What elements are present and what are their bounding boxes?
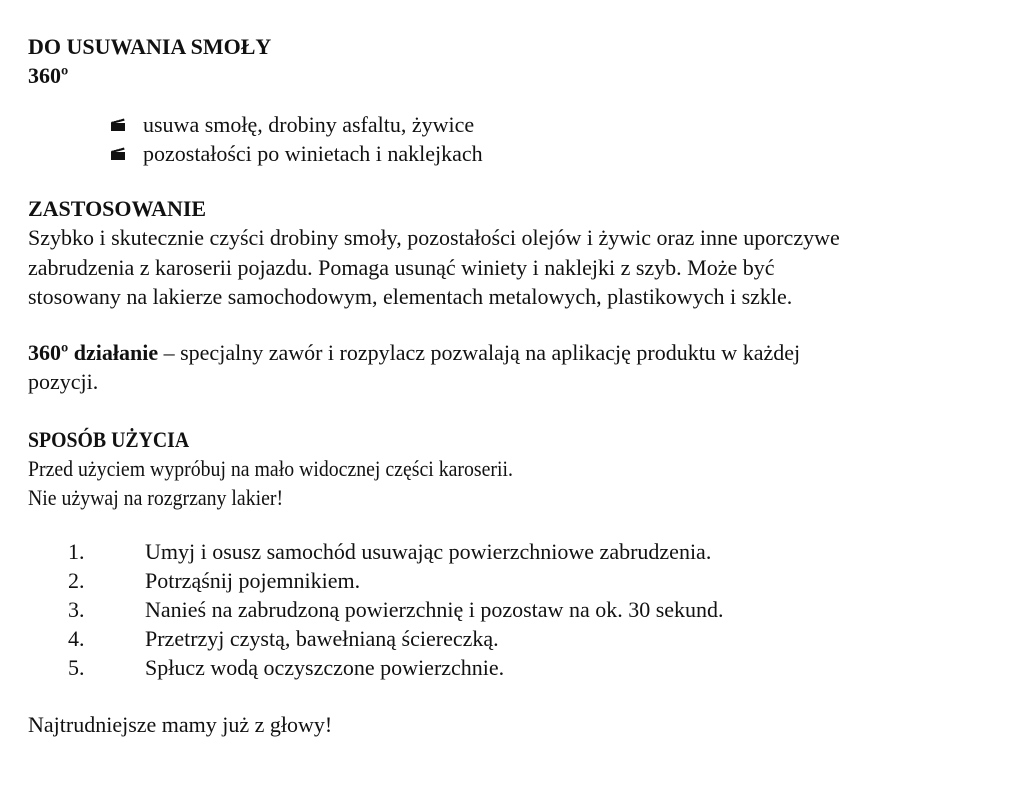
clapperboard-icon (110, 145, 126, 161)
action360-line (28, 338, 998, 368)
feature-text: usuwa smołę, drobiny asfaltu, żywice (143, 111, 475, 137)
usage-note: Nie używaj na rozgrzany lakier! (28, 485, 284, 510)
step-text: Umyj i osusz samochód usuwając powierzchniowe zabrudzenia. (145, 538, 712, 564)
step-item (28, 595, 998, 624)
feature-list (110, 110, 998, 168)
step-number: 5. (68, 654, 85, 680)
usage-heading: SPOSÓB UŻYCIA (28, 426, 190, 452)
document-page (28, 32, 998, 739)
step-item (28, 624, 998, 653)
step-number: 3. (68, 596, 85, 622)
application-line: zabrudzenia z karoserii pojazdu. Pomaga usunąć winiety i naklejki z szyb. Może być (28, 254, 775, 280)
application-section (28, 194, 998, 312)
step-text: Przetrzyj czystą, bawełnianą ściereczką. (145, 625, 499, 651)
step-number: 1. (68, 538, 85, 564)
step-item (28, 537, 998, 566)
usage-section (28, 425, 998, 682)
application-line: stosowany na lakierze samochodowym, elementach metalowych, plastikowych i szkle. (28, 284, 793, 309)
step-text: Nanieś na zabrudzoną powierzchnię i pozostaw na ok. 30 sekund. (145, 596, 724, 622)
document-subtitle: 360º (28, 63, 69, 88)
application-heading: ZASTOSOWANIE (28, 196, 207, 221)
step-item (28, 566, 998, 595)
action360-section (28, 338, 998, 397)
usage-steps (28, 537, 998, 682)
footer-slogan: Najtrudniejsze mamy już z głowy! (28, 711, 333, 737)
application-line: Szybko i skutecznie czyści drobiny smoły, pozostałości olejów i żywic oraz inne uporczywe (28, 225, 840, 250)
action360-bold: 360º działanie (28, 339, 159, 365)
step-item (28, 653, 998, 682)
feature-text: pozostałości po winietach i naklejkach (143, 140, 483, 166)
action360-line: pozycji. (28, 369, 99, 394)
usage-note: Przed użyciem wypróbuj na mało widocznej części karoserii. (28, 455, 513, 481)
step-text: Potrząśnij pojemnikiem. (145, 567, 361, 593)
step-number: 4. (68, 625, 85, 651)
step-number: 2. (68, 567, 85, 593)
step-text: Spłucz wodą oczyszczone powierzchnie. (145, 654, 505, 680)
document-title: DO USUWANIA SMOŁY (28, 34, 272, 59)
clapperboard-icon (110, 116, 126, 132)
feature-item (110, 139, 998, 168)
action360-text: – specjalny zawór i rozpylacz pozwalają na aplikację produktu w każdej (158, 339, 801, 365)
feature-item (110, 110, 998, 139)
